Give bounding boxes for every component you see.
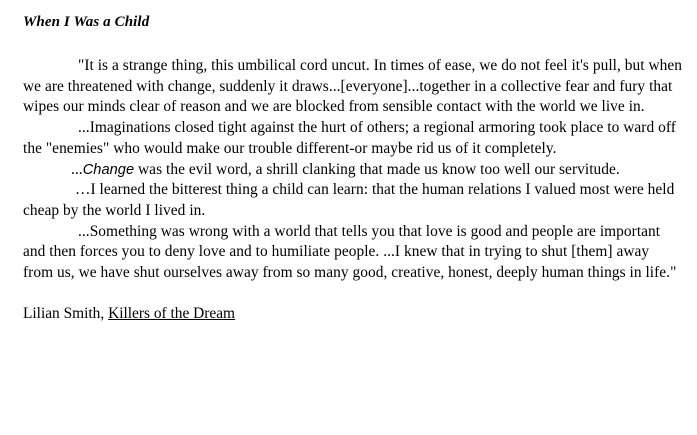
emphasized-word: Change [82,161,135,178]
document-page [23,12,683,324]
quotation-block [23,56,683,284]
paragraph-3-text: was the evil word, a shrill clanking that made us know too well our servitude. [134,160,620,178]
document-title: When I Was a Child [23,14,150,30]
citation-book-title: Killers of the Dream [108,304,236,322]
quote-paragraph-3 [23,160,683,181]
quote-paragraph-4: …I learned the bitterest thing a child can learn: that the human relations I valued most were held cheap by the world I lived in. [23,181,675,219]
citation [23,304,683,324]
quote-paragraph-1: "It is a strange thing, this umbilical cord uncut. In times of ease, we do not feel it's pull, but when we are threatened with change, suddenly it draws...[everyone]...together in a collective fear and fury that wipes our minds clear of reason and we are blocked from sensible contact with the world we live in. [23,57,683,116]
citation-author: Lilian Smith, [23,304,105,322]
ellipsis-prefix: ... [71,160,83,178]
quote-paragraph-2: ...Imaginations closed tight against the hurt of others; a regional armoring took place to ward off the "enemies" who would make our trouble different-or maybe rid us of it completely. [23,119,676,157]
quote-paragraph-5: ...Something was wrong with a world that tells you that love is good and people are important and then forces you to deny love and to humiliate people. ...I knew that in trying to shut [them] away from us, we have shut ourselves away from so many good, creative, honest, deeply human things in life." [23,222,677,282]
